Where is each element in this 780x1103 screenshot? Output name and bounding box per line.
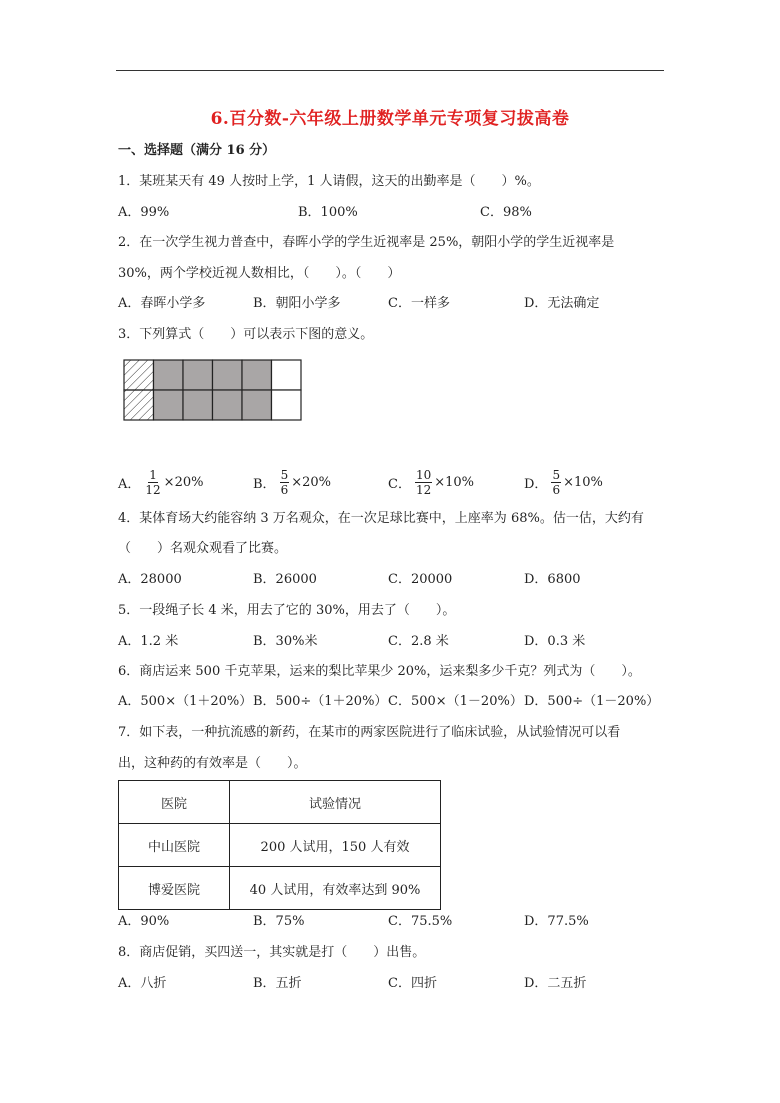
question-7-text-cont: 出，这种药的有效率是（ ）。: [118, 756, 307, 771]
option-c[interactable]: C．四折: [388, 976, 437, 991]
option-d[interactable]: D．6800: [524, 572, 581, 587]
option-b[interactable]: B． $\frac{5}{6}$ ×20%: [253, 468, 331, 497]
fraction-grid-figure: [123, 359, 303, 421]
table-header: 医院: [119, 781, 230, 824]
question-5-options: [118, 633, 678, 651]
option-c[interactable]: C．2.8 米: [388, 634, 449, 649]
hatched-cell: [124, 360, 154, 390]
option-a[interactable]: A．90%: [118, 914, 170, 929]
shaded-cell: [183, 360, 213, 390]
option-b[interactable]: B．朝阳小学多: [253, 296, 341, 311]
header-rule: [116, 70, 664, 71]
shaded-cell: [213, 390, 243, 420]
question-8-options: [118, 975, 678, 993]
empty-cell: [272, 360, 302, 390]
question-4-text: 4．某体育场大约能容纳 3 万名观众，在一次足球比赛中，上座率为 68%。估一估，大约有: [118, 511, 644, 526]
option-c[interactable]: C．一样多: [388, 296, 450, 311]
question-7-text: 7．如下表，一种抗流感的新药，在某市的两家医院进行了临床试验，从试验情况可以看: [118, 725, 621, 740]
question-4-options: [118, 571, 678, 589]
option-d[interactable]: D．0.3 米: [524, 634, 586, 649]
table-cell: 博爱医院: [119, 867, 230, 910]
option-b[interactable]: B．500÷（1＋20%）: [253, 694, 388, 709]
option-c[interactable]: C． $\frac{10}{12}$ ×10%: [388, 468, 475, 497]
question-5-text: 5．一段绳子长 4 米，用去了它的 30%，用去了（ ）。: [118, 603, 456, 618]
option-a[interactable]: A．八折: [118, 976, 167, 991]
table-cell: 40 人试用，有效率达到 90%: [230, 867, 441, 910]
shaded-cell: [242, 360, 272, 390]
table-row: [119, 867, 441, 910]
question-2-options: [118, 295, 678, 313]
shaded-cell: [242, 390, 272, 420]
fraction: $\frac{5}{6}$: [552, 468, 561, 497]
option-c[interactable]: C．20000: [388, 572, 453, 587]
fraction: $\frac{10}{12}$: [415, 468, 432, 497]
question-2-text-cont: 30%，两个学校近视人数相比，（ ）。（ ）: [118, 266, 401, 281]
question-6-options: [118, 693, 678, 711]
table-cell: 200 人试用，150 人有效: [230, 824, 441, 867]
table-header-row: [119, 781, 441, 824]
fraction: $\frac{1}{12}$: [145, 468, 161, 497]
section-heading: 一、选择题（满分 16 分）: [118, 143, 276, 158]
option-a[interactable]: A．99%: [118, 205, 170, 220]
shaded-cell: [213, 360, 243, 390]
table-header: 试验情况: [230, 781, 441, 824]
option-b[interactable]: B．30%米: [253, 634, 318, 649]
shaded-cell: [154, 360, 184, 390]
option-c[interactable]: C．75.5%: [388, 914, 453, 929]
question-3-text: 3．下列算式（ ）可以表示下图的意义。: [118, 327, 374, 342]
option-b[interactable]: B．75%: [253, 914, 305, 929]
page-title: 6.百分数-六年级上册数学单元专项复习拔高卷: [210, 109, 570, 129]
option-b[interactable]: B．100%: [298, 205, 358, 220]
question-7-options: [118, 913, 678, 931]
question-1-options: [118, 204, 678, 222]
table-row: [119, 824, 441, 867]
fraction: $\frac{5}{6}$: [280, 468, 289, 497]
table-cell: 中山医院: [119, 824, 230, 867]
option-c[interactable]: C．500×（1－20%）: [388, 694, 523, 709]
hatched-cell: [124, 390, 154, 420]
question-2-text: 2．在一次学生视力普查中，春晖小学的学生近视率是 25%，朝阳小学的学生近视率是: [118, 235, 615, 250]
option-a[interactable]: A．500×（1＋20%）: [118, 694, 253, 709]
option-d[interactable]: D．无法确定: [524, 296, 600, 311]
option-b[interactable]: B．26000: [253, 572, 317, 587]
option-a[interactable]: A．1.2 米: [118, 634, 179, 649]
option-b[interactable]: B．五折: [253, 976, 302, 991]
option-d[interactable]: D．二五折: [524, 976, 587, 991]
question-4-text-cont: （ ）名观众观看了比赛。: [118, 541, 288, 556]
question-8-text: 8．商店促销，买四送一，其实就是打（ ）出售。: [118, 945, 426, 960]
question-6-text: 6．商店运来 500 千克苹果，运来的梨比苹果少 20%，运来梨多少千克？列式为（ ）。: [118, 664, 641, 679]
option-d[interactable]: D．77.5%: [524, 914, 589, 929]
empty-cell: [272, 390, 302, 420]
shaded-cell: [154, 390, 184, 420]
option-a[interactable]: A． $\frac{1}{12}$ ×20%: [118, 468, 204, 497]
option-a[interactable]: A．28000: [118, 572, 182, 587]
option-a[interactable]: A．春晖小学多: [118, 296, 206, 311]
question-1-text: 1．某班某天有 49 人按时上学，1 人请假，这天的出勤率是（ ）%。: [118, 174, 540, 189]
option-d[interactable]: D．500÷（1－20%）: [524, 694, 660, 709]
hospital-table: [118, 780, 441, 910]
option-d[interactable]: D． $\frac{5}{6}$ ×10%: [524, 468, 603, 497]
shaded-cell: [183, 390, 213, 420]
option-c[interactable]: C．98%: [480, 205, 532, 220]
